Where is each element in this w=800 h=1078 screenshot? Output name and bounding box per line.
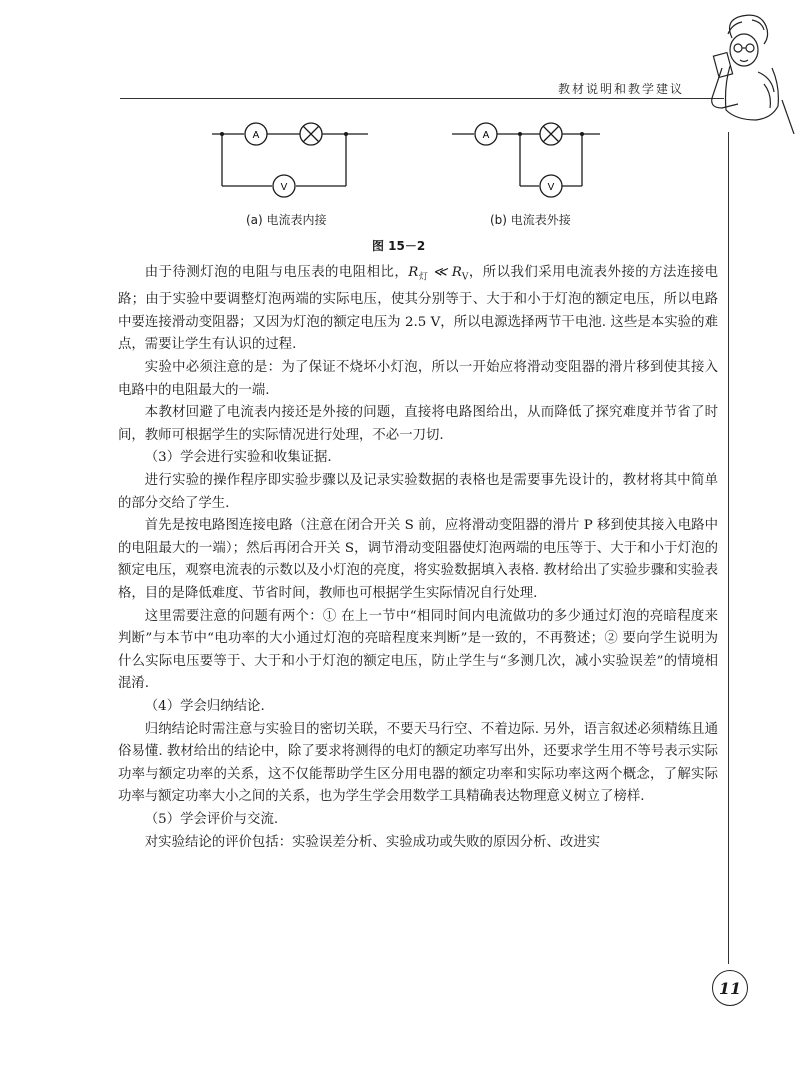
paragraph: 本教材回避了电流表内接还是外接的问题，直接将电路图给出，从而降低了探究难度并节省了时间，教师可根据学生的实际情况进行处理，不必一刀切. (118, 405, 718, 443)
paragraph: 由于待测灯泡的电阻与电压表的电阻相比，$R_灯$ ≪ $R_V$，所以我们采用电流表外接的方法连接电路；由于实验中要调整灯泡两端的实际电压，使其分别等于、大于和小于灯泡的额定电压，所以电路中要连接滑动变阻器；又因为灯泡的额定电压为 2.5 V，所以电源选择两节干电池. 这些是本实验的难点，需要让学生有认识的过程. (118, 265, 718, 353)
page-number: 11 (712, 970, 748, 1006)
running-header: 教材说明和教学建议 (557, 82, 684, 96)
ammeter-label: A (482, 130, 490, 141)
figure-caption: 图 15－2 (372, 239, 426, 253)
junction-dot (518, 132, 522, 136)
voltmeter-label: V (547, 182, 555, 193)
junction-dot (580, 132, 584, 136)
ammeter-label: A (252, 130, 260, 141)
paragraph: 首先是按电路图连接电路（注意在闭合开关 S 前，应将滑动变阻器的滑片 P 移到使其接入电路中的电阻最大的一端）；然后再闭合开关 S，调节滑动变阻器使灯泡两端的电压等于、大于和小于灯泡的额定电压，观察电流表的示数以及小灯泡的亮度，将实验数据填入表格. 教材给出了实验步骤和实验表格，目的是降低难度、节省时间，教师也可根据学生实际情况自行处理. (118, 518, 718, 601)
inline-math: $R_灯$ ≪ $R_V$ (408, 265, 469, 283)
header-rule (120, 98, 724, 99)
section-heading: （3）学会进行实验和收集证据. (144, 450, 332, 466)
circuit-a-caption: (a) 电流表内接 (246, 213, 327, 227)
paragraph: 实验中必须注意的是：为了保证不烧坏小灯泡，所以一开始应将滑动变阻器的滑片移到使其接入电路中的电阻最大的一端. (118, 360, 718, 398)
margin-rule (728, 132, 729, 964)
junction-dot (344, 132, 348, 136)
circuit-b-caption: (b) 电流表外接 (490, 213, 571, 227)
circuit-diagram-b (450, 116, 610, 206)
voltmeter-label: V (280, 182, 288, 193)
body-text (118, 262, 718, 854)
junction-dot (220, 132, 224, 136)
paragraph: 这里需要注意的问题有两个：① 在上一节中“相同时间内电流做功的多少通过灯泡的亮暗程度来判断”与本节中“电功率的大小通过灯泡的亮暗程度来判断”是一致的，不再赘述；② 要向学生说明为什么实际电压要等于、大于和小于灯泡的额定电压，防止学生与“多测几次，减小实验误差”的情境相混淆. (118, 608, 718, 692)
paragraph: 进行实验的操作程序即实验步骤以及记录实验数据的表格也是需要事先设计的，教材将其中简单的部分交给了学生. (118, 473, 718, 511)
paragraph: 归纳结论时需注意与实验目的密切关联，不要天马行空、不着边际. 另外，语言叙述必须精练且通俗易懂. 教材给出的结论中，除了要求将测得的电灯的额定功率写出外，还要求学生用不等号表示实际功率与额定功率的关系，这不仅能帮助学生区分用电器的额定功率和实际功率这两个概念，了解实际功率与额定功率大小之间的关系，也为学生学会用数学工具精确表达物理意义树立了榜样. (118, 721, 718, 805)
paragraph: 对实验结论的评价包括：实验误差分析、实验成功或失败的原因分析、改进实 (144, 834, 601, 850)
reading-person-illustration (692, 8, 796, 134)
section-heading: （4）学会归纳结论. (144, 698, 265, 714)
circuit-diagram-a (210, 116, 370, 206)
section-heading: （5）学会评价与交流. (144, 811, 279, 827)
